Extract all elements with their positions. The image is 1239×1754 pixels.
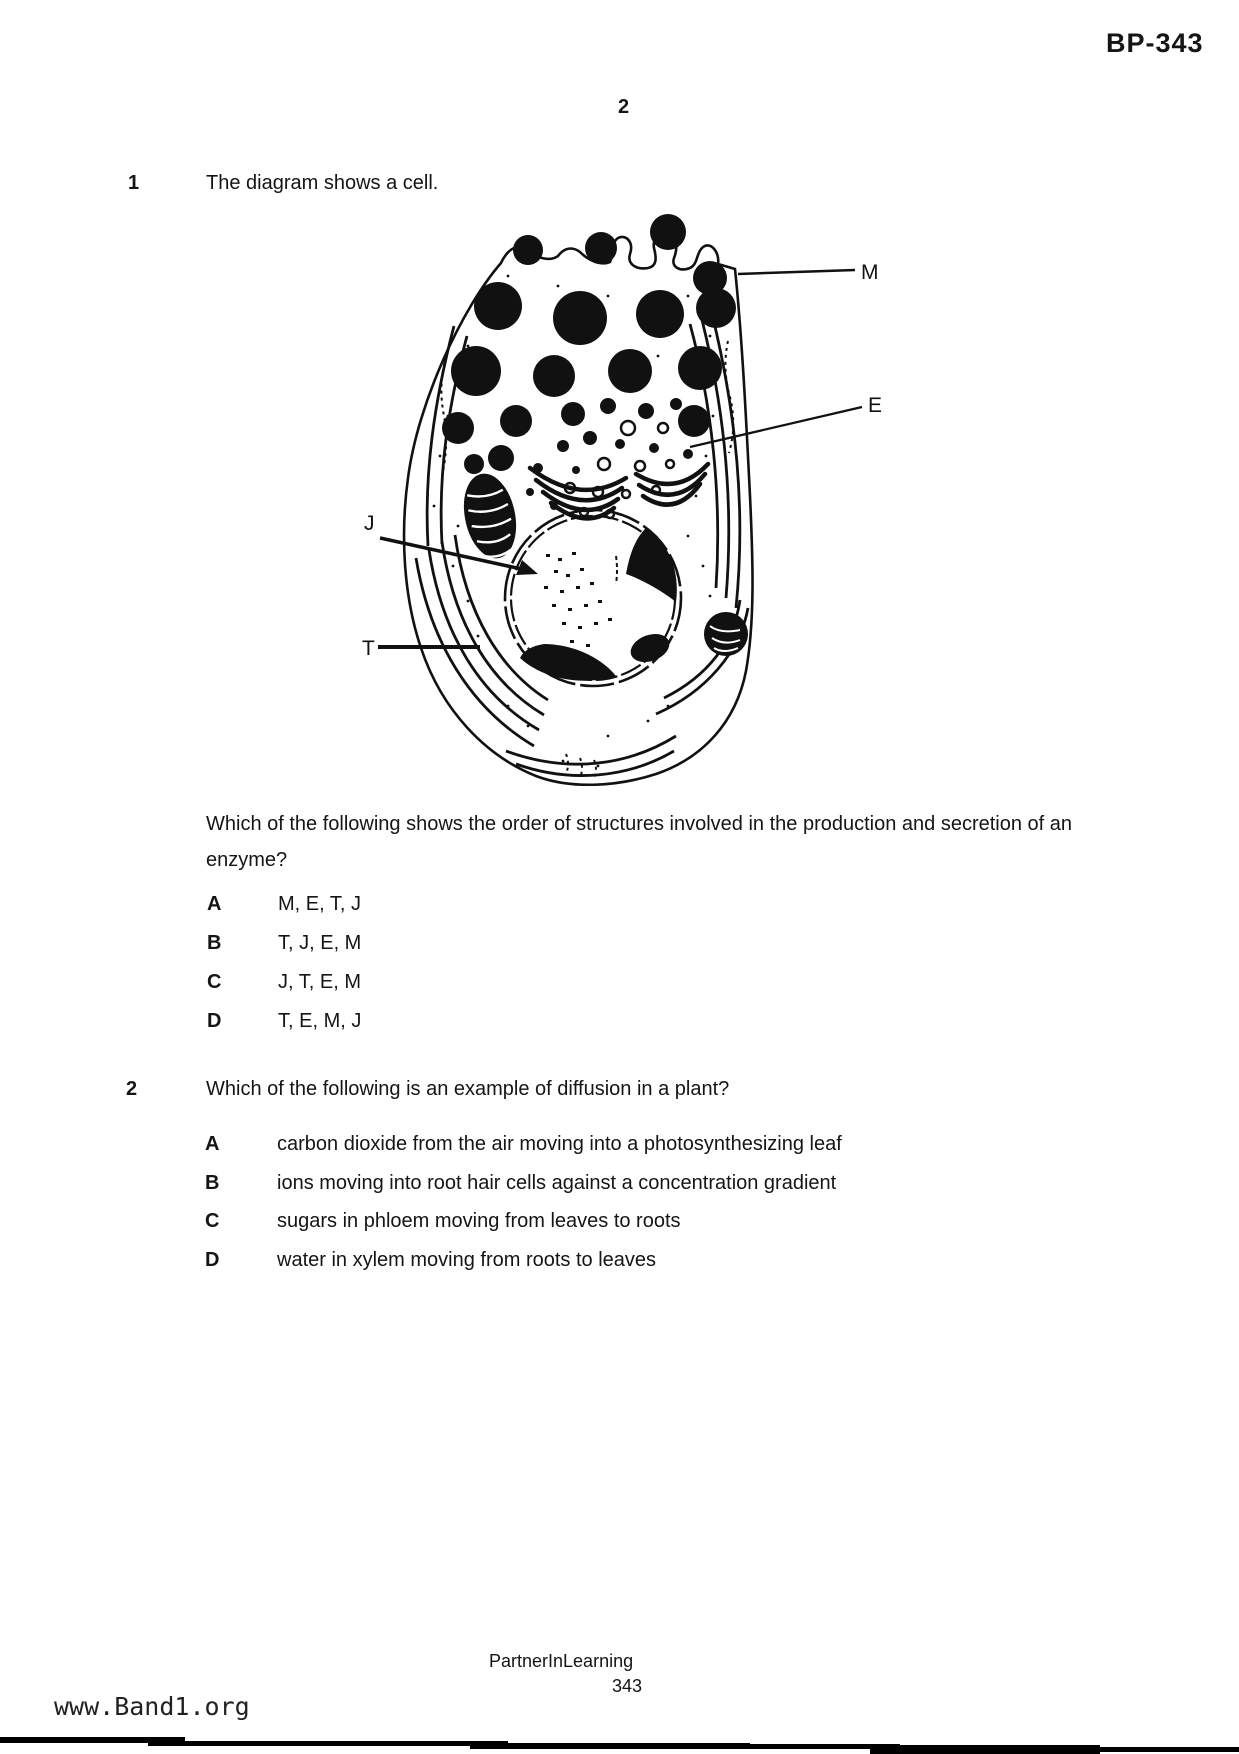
nucleus — [505, 510, 681, 686]
q2-option-b-text: ions moving into root hair cells against a concentration gradient — [277, 1172, 837, 1194]
q1-number: 1 — [128, 172, 140, 194]
q2-number: 2 — [126, 1078, 138, 1100]
q2-option-d-text: water in xylem moving from roots to leaves — [277, 1249, 657, 1271]
q1-option-c-letter: C — [207, 971, 222, 993]
golgi-apparatus — [530, 464, 708, 518]
q2-option-d-letter: D — [205, 1249, 220, 1271]
footer-page-ref: 343 — [612, 1676, 643, 1696]
page-number: 2 — [618, 96, 630, 118]
q1-intro: The diagram shows a cell. — [206, 172, 439, 194]
label-t-text: T — [362, 637, 375, 660]
q2-option-c-text: sugars in phloem moving from leaves to roots — [277, 1210, 681, 1232]
q1-option-c-text: J, T, E, M — [278, 971, 361, 993]
footer-brand: PartnerInLearning — [489, 1651, 634, 1671]
footer-website: www.Band1.org — [54, 1692, 250, 1721]
label-m — [738, 261, 879, 284]
label-t — [362, 637, 480, 660]
q2-option-c-letter: C — [205, 1210, 220, 1232]
q2-question: Which of the following is an example of diffusion in a plant? — [206, 1078, 730, 1100]
q2-option-a-text: carbon dioxide from the air moving into a photosynthesizing leaf — [277, 1133, 842, 1155]
q1-option-d-letter: D — [207, 1010, 222, 1032]
q1-question: Which of the following shows the order of structures involved in the production and secretion of an enzyme? — [206, 813, 1073, 871]
label-e-text: E — [868, 394, 883, 417]
q2-option-b-letter: B — [205, 1172, 220, 1194]
cell-diagram — [358, 206, 918, 786]
label-m-text: M — [861, 261, 879, 284]
chromatin-stipple — [544, 552, 612, 647]
doc-code: BP-343 — [1106, 28, 1204, 58]
secretory-granules — [442, 214, 736, 510]
q2-option-a-letter: A — [205, 1133, 220, 1155]
q1-option-a-text: M, E, T, J — [278, 893, 361, 915]
dense-organelle — [704, 612, 748, 656]
mitochondrion — [458, 470, 522, 562]
label-j-text: J — [364, 512, 375, 535]
q1-option-d-text: T, E, M, J — [278, 1010, 362, 1032]
q1-option-b-letter: B — [207, 932, 222, 954]
q1-option-a-letter: A — [207, 893, 222, 915]
q1-option-b-text: T, J, E, M — [278, 932, 362, 954]
